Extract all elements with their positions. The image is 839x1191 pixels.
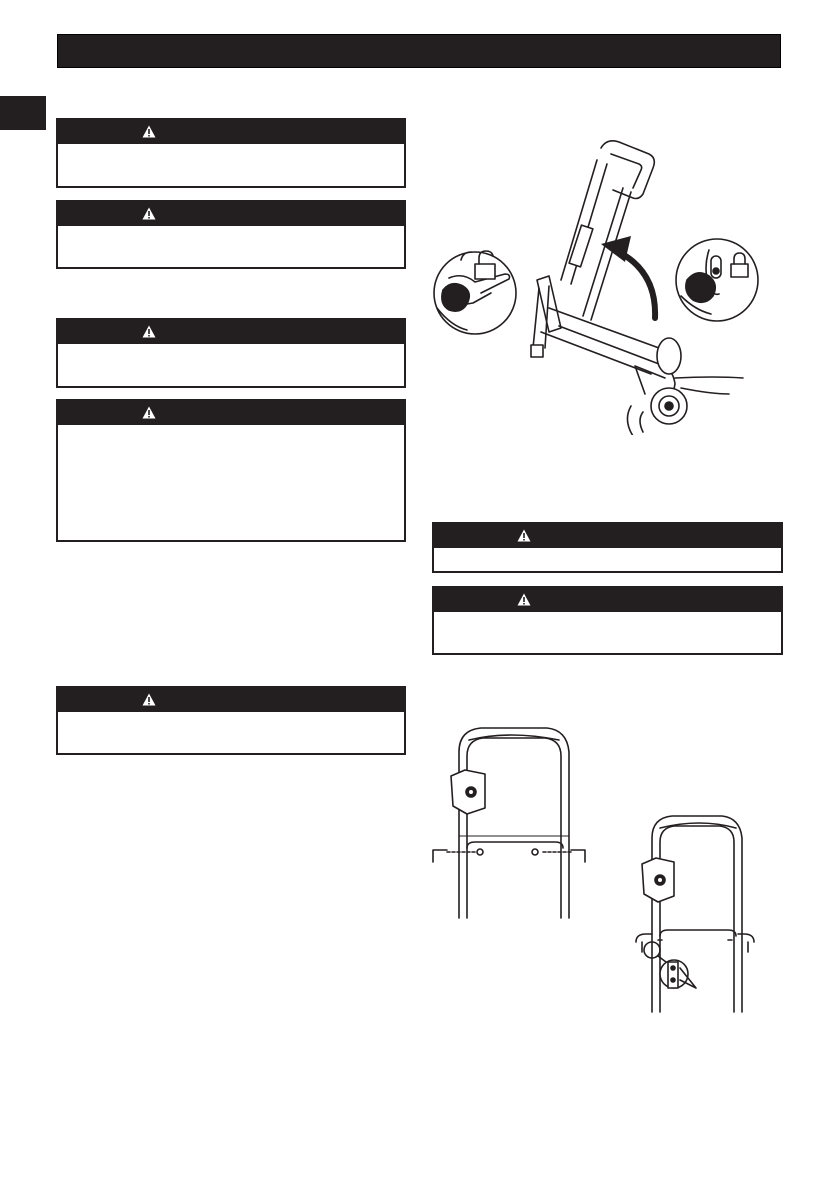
warning-triangle-icon xyxy=(142,406,156,419)
warning-box-7 xyxy=(432,586,783,655)
warning-triangle-icon xyxy=(142,125,156,138)
warning-header-bar xyxy=(434,524,781,548)
warning-header-bar xyxy=(434,588,781,612)
warning-box-2 xyxy=(56,200,406,269)
warning-header-bar xyxy=(58,401,404,425)
language-side-tab xyxy=(0,96,46,130)
handle-bolt-assembly-figure xyxy=(425,718,595,923)
warning-triangle-icon xyxy=(142,207,156,220)
warning-box-6 xyxy=(432,522,783,573)
warning-triangle-icon xyxy=(517,529,531,542)
warning-box-3 xyxy=(56,318,406,388)
locked-detail-inset xyxy=(676,239,758,321)
warning-header-bar xyxy=(58,320,404,344)
warning-box-4 xyxy=(56,399,406,542)
warning-header-bar xyxy=(58,688,404,712)
handle-assembled-figure xyxy=(632,808,758,1014)
section-header-bar xyxy=(57,34,781,68)
warning-box-5 xyxy=(56,686,406,755)
warning-header-bar xyxy=(58,202,404,226)
handle-fold-figure xyxy=(425,130,785,435)
warning-triangle-icon xyxy=(142,693,156,706)
rotation-arrow-icon xyxy=(601,236,655,318)
warning-triangle-icon xyxy=(142,325,156,338)
warning-header-bar xyxy=(58,120,404,144)
warning-box-1 xyxy=(56,118,406,188)
warning-triangle-icon xyxy=(517,593,531,606)
unlocked-detail-inset xyxy=(434,251,516,334)
